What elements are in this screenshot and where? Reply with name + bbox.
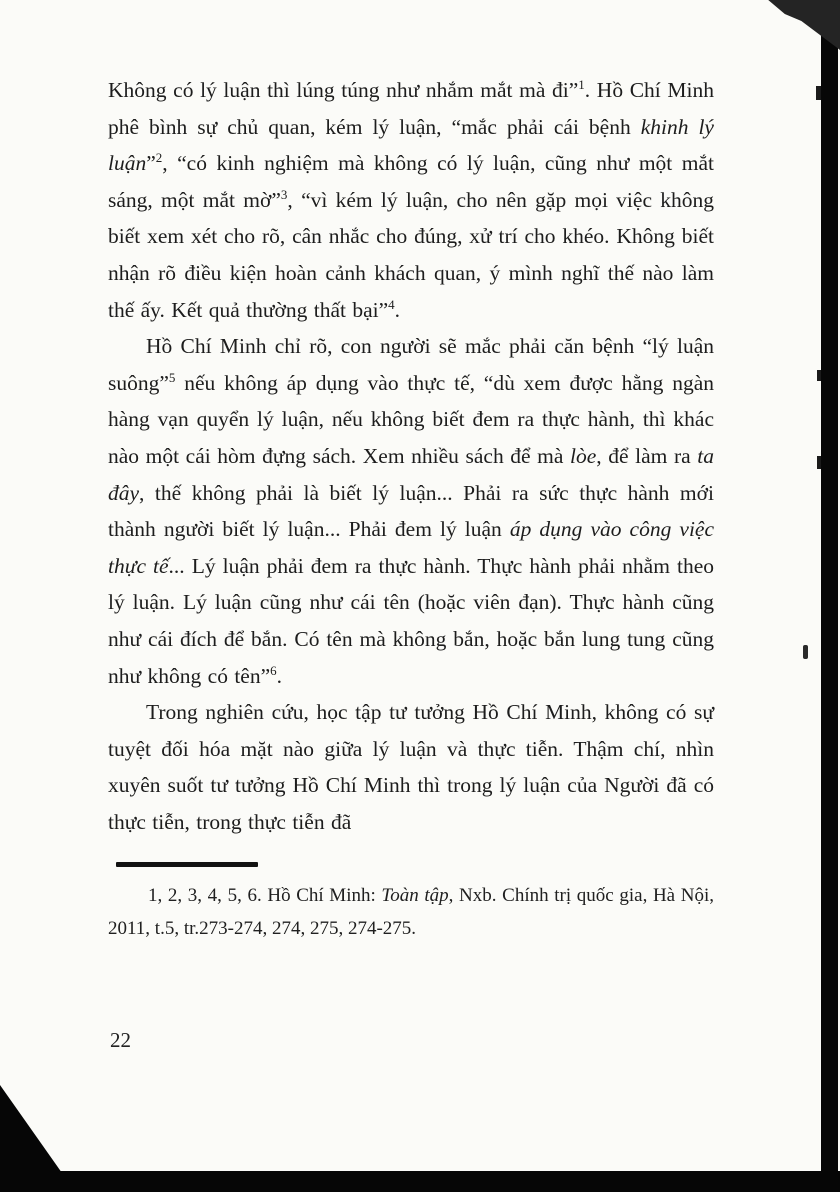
scan-artifact-bottom-left-corner xyxy=(0,1085,62,1173)
footnote: 1, 2, 3, 4, 5, 6. Hồ Chí Minh: Toàn tập, Nxb. Chính trị quốc gia, Hà Nội, 2011, t.5, tr.273-274, 274, 275, 274-275. xyxy=(108,885,715,940)
scan-artifact-bottom-bar xyxy=(0,1171,840,1192)
paragraph-2: Hồ Chí Minh chỉ rõ, con người sẽ mắc phải căn bệnh “lý luận suông”$^5$ nếu không áp dụng vào thực tế, “dù xem được hằng ngàn hàng vạn quyển lý luận, nếu không biết đem ra thực hành, thì khác nào một cái hòm đựng sách. Xem nhiều sách để mà lòe, để làm ra ta đây, thế không phải là biết lý luận... Phải ra sức thực hành mới thành người biết lý luận... Phải đem lý luận áp dụng vào công việc thực tế... Lý luận phải đem ra thực hành. Thực hành phải nhằm theo lý luận. Lý luận cũng như cái tên (hoặc viên đạn). Thực hành cũng như cái đích để bắn. Có tên mà không bắn, hoặc bắn lung tung cũng như không có tên”$^6$. xyxy=(108,334,714,688)
scan-artifact-stray-mark xyxy=(803,645,808,659)
paragraph-1: Không có lý luận thì lúng túng như nhắm mắt mà đi”$^1$. Hồ Chí Minh phê bình sự chủ quan, kém lý luận, “mắc phải cái bệnh khinh lý luận”$^2$, “có kinh nghiệm mà không có lý luận, cũng như một mắt sáng, một mắt mờ”$^3$, “vì kém lý luận, cho nên gặp mọi việc không biết xem xét cho rõ, cân nhắc cho đúng, xử trí cho khéo. Không biết nhận rõ điều kiện hoàn cảnh khách quan, ý mình nghĩ thế nào làm thế ấy. Kết quả thường thất bại”$^4$. xyxy=(108,76,715,322)
page-number: 22 xyxy=(110,1028,131,1052)
scan-artifact-right-bar xyxy=(821,0,838,1192)
scan-artifact-edge-tick xyxy=(816,86,821,100)
scan-artifact-edge-tick xyxy=(817,370,821,381)
paragraph-3: Trong nghiên cứu, học tập tư tưởng Hồ Chí Minh, không có sự tuyệt đối hóa mặt nào giữa lý luận và thực tiễn. Thậm chí, nhìn xuyên suốt tư tưởng Hồ Chí Minh thì trong lý luận của Người đã có thực tiễn, trong thực tiễn đã xyxy=(108,700,714,834)
scan-artifact-edge-tick xyxy=(817,456,821,469)
footnote-divider xyxy=(116,862,258,867)
page-body xyxy=(108,72,714,945)
